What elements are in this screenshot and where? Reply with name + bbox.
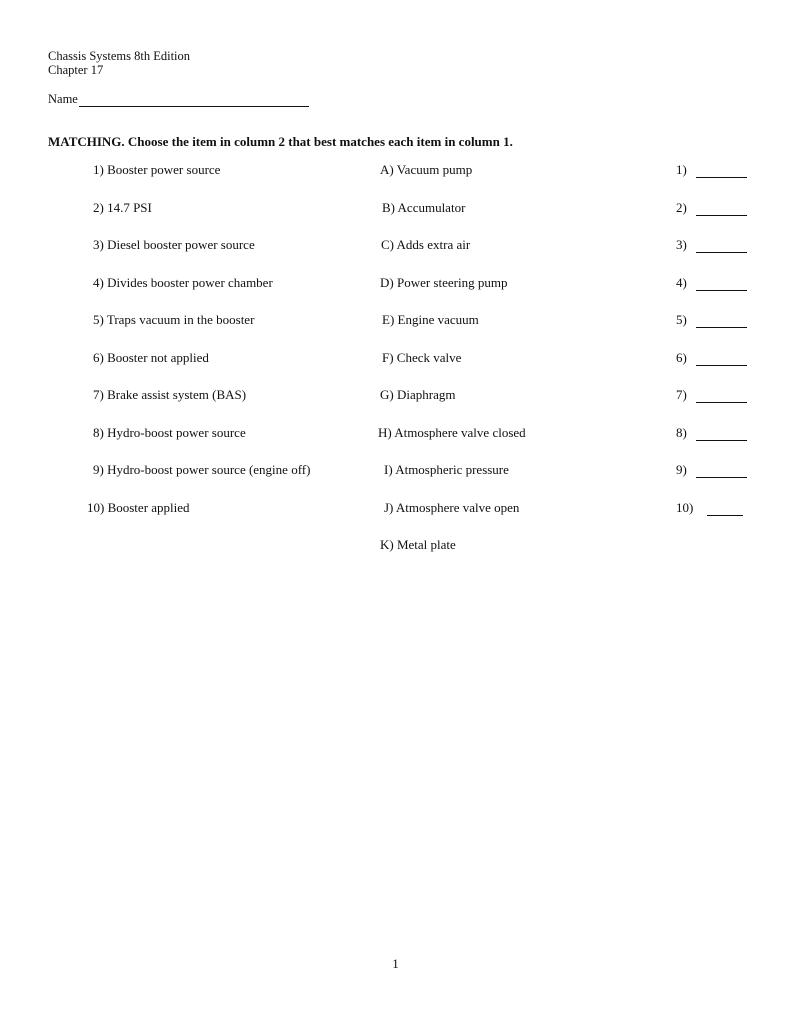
answer-blank[interactable] xyxy=(696,390,747,403)
col1-item: 7) Brake assist system (BAS) xyxy=(93,387,247,402)
col2-item: H) Atmosphere valve closed xyxy=(378,425,526,440)
col2-item: B) Accumulator xyxy=(382,200,466,215)
answer-row xyxy=(676,425,747,441)
answer-number: 10) xyxy=(676,500,694,515)
name-row xyxy=(48,92,309,107)
answer-row xyxy=(676,162,747,178)
col1-item: 9) Hydro-boost power source (engine off) xyxy=(93,462,311,477)
col1-item: 5) Traps vacuum in the booster xyxy=(93,312,255,327)
answer-blank[interactable] xyxy=(696,278,747,291)
col2-item: D) Power steering pump xyxy=(380,275,508,290)
answer-row xyxy=(676,312,747,328)
col1-item: 3) Diesel booster power source xyxy=(93,237,255,252)
answer-number: 8) xyxy=(676,425,687,440)
answer-row xyxy=(676,275,747,291)
answer-blank[interactable] xyxy=(696,240,747,253)
answer-blank[interactable] xyxy=(696,165,747,178)
answer-number: 2) xyxy=(676,200,687,215)
col2-item: J) Atmosphere valve open xyxy=(384,500,520,515)
chapter-title: Chapter 17 xyxy=(48,63,104,77)
answer-row xyxy=(676,200,747,216)
col1-item: 2) 14.7 PSI xyxy=(93,200,152,215)
answer-number: 9) xyxy=(676,462,687,477)
col2-item: K) Metal plate xyxy=(380,537,456,552)
answer-row xyxy=(676,500,743,516)
col2-item: F) Check valve xyxy=(382,350,462,365)
col1-item: 10) Booster applied xyxy=(87,500,190,515)
name-label: Name xyxy=(48,92,78,106)
col2-item: E) Engine vacuum xyxy=(382,312,479,327)
col2-item: A) Vacuum pump xyxy=(380,162,473,177)
col1-item: 6) Booster not applied xyxy=(93,350,209,365)
answer-blank[interactable] xyxy=(696,465,747,478)
answer-blank[interactable] xyxy=(696,428,747,441)
answer-number: 1) xyxy=(676,162,687,177)
answer-number: 5) xyxy=(676,312,687,327)
instructions: MATCHING. Choose the item in column 2 that best matches each item in column 1. xyxy=(48,134,513,149)
col2-item: I) Atmospheric pressure xyxy=(384,462,509,477)
answer-blank[interactable] xyxy=(696,315,747,328)
answer-row xyxy=(676,350,747,366)
answer-number: 3) xyxy=(676,237,687,252)
answer-row xyxy=(676,387,747,403)
book-title: Chassis Systems 8th Edition xyxy=(48,49,191,63)
name-field[interactable] xyxy=(79,94,309,107)
answer-number: 6) xyxy=(676,350,687,365)
col1-item: 4) Divides booster power chamber xyxy=(93,275,273,290)
col2-item: G) Diaphragm xyxy=(380,387,456,402)
answer-blank[interactable] xyxy=(696,353,747,366)
answer-row xyxy=(676,462,747,478)
col2-item: C) Adds extra air xyxy=(381,237,471,252)
col1-item: 1) Booster power source xyxy=(93,162,221,177)
answer-row xyxy=(676,237,747,253)
answer-number: 4) xyxy=(676,275,687,290)
col1-item: 8) Hydro-boost power source xyxy=(93,425,246,440)
answer-number: 7) xyxy=(676,387,687,402)
page-number: 1 xyxy=(392,956,399,971)
answer-blank[interactable] xyxy=(696,203,747,216)
answer-blank[interactable] xyxy=(707,503,743,516)
